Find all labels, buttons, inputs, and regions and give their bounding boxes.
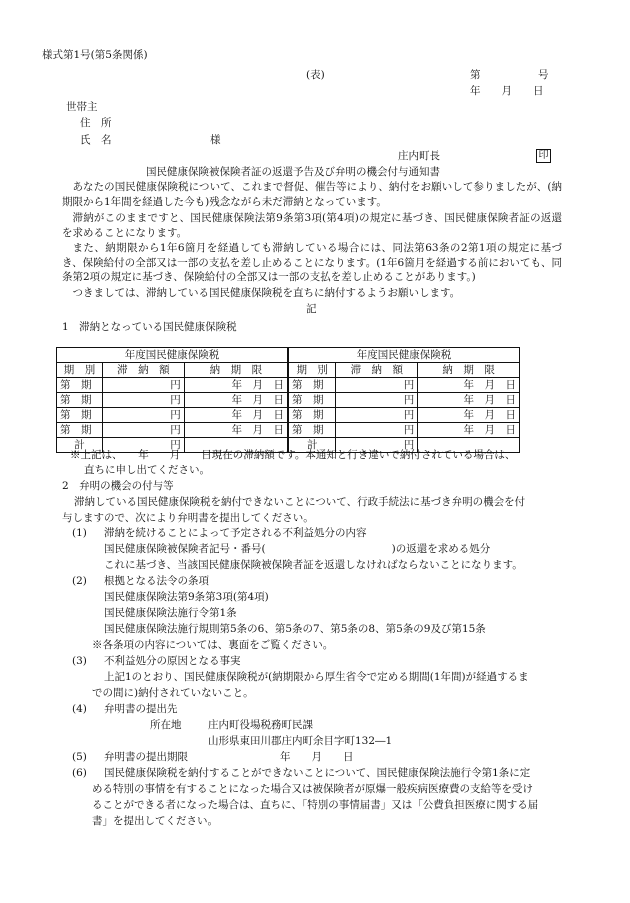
- item-3-line-2: での間に)納付されていないこと。: [92, 687, 254, 699]
- item-4-number: (4): [72, 703, 87, 715]
- total-amount: 円: [102, 438, 184, 453]
- deadline-cell: 年 月 日: [184, 393, 288, 408]
- item-4-location-label: 所在地: [150, 719, 182, 731]
- deadline-cell: 年 月 日: [184, 408, 288, 423]
- item-5-number: (5): [72, 751, 87, 763]
- col-period: 期 別: [57, 363, 103, 378]
- body-paragraph-1: あなたの国民健康保険税について、これまで督促、催告等により、納付をお願いして参りましたが、(納期限から1年間を経過した今も)残念ながら未だ滞納となっています。: [62, 181, 562, 208]
- number-prefix: 第: [470, 69, 481, 81]
- period-cell: 第 期: [57, 423, 103, 438]
- period-cell: 第 期: [288, 393, 336, 408]
- amount-cell: 円: [336, 423, 418, 438]
- body-paragraph-2: 滞納がこのままですと、国民健康保険法第9条第3項(第4項)の規定に基づき、国民健康保険者証の返還を求めることになります。: [62, 212, 562, 239]
- table-row: [57, 378, 520, 393]
- amount-cell: 円: [336, 393, 418, 408]
- col-amount: 滞 納 額: [102, 363, 184, 378]
- total-label: 計: [288, 438, 336, 453]
- amount-cell: 円: [336, 408, 418, 423]
- item-4-title: 弁明書の提出先: [104, 703, 178, 715]
- item-3-number: (3): [72, 655, 87, 667]
- item-1-title: 滞納を続けることによって予定される不利益処分の内容: [104, 527, 367, 539]
- item-6-line-3: ることができる者になった場合は、直ちに、「特別の事情届書」又は「公費負担医療に関する届: [92, 799, 539, 811]
- note-line-1: ※上記は、 年 月 日現在の滞納額です。本通知と行き違いで納付されている場合は、: [70, 449, 516, 461]
- amount-cell: 円: [102, 408, 184, 423]
- item-1-line-1: 国民健康保険被保険者記号・番号( )の返還を求める処分: [104, 543, 491, 555]
- seal-mark: 印: [536, 149, 551, 163]
- item-5-date: 年 月 日: [280, 751, 354, 763]
- period-cell: 第 期: [288, 378, 336, 393]
- document-title: 国民健康保険被保険者証の返還予告及び弁明の機会付与通知書: [146, 166, 440, 178]
- amount-cell: 円: [102, 423, 184, 438]
- item-2-line-3: 国民健康保険法施行規則第5条の6、第5条の7、第5条の8、第5条の9及び第15条: [104, 623, 486, 635]
- deadline-cell: 年 月 日: [418, 393, 520, 408]
- item-3-line-1: 上記1のとおり、国民健康保険税が(納期限から厚生省令で定める期間(1年間)が経過するま: [104, 671, 529, 683]
- group-header-left: 年度国民健康保険税: [57, 348, 288, 363]
- col-deadline: 納 期 限: [184, 363, 288, 378]
- item-2-line-1: 国民健康保険法第9条第3項(第4項): [104, 591, 269, 603]
- item-4-address: 山形県東田川郡庄内町余目字町132―1: [208, 735, 393, 747]
- item-2-title: 根拠となる法令の条項: [104, 575, 209, 587]
- householder-label: 世帯主: [66, 101, 98, 113]
- honorific: 様: [210, 134, 221, 146]
- arrears-table: [56, 347, 520, 453]
- table-group-header-row: [57, 348, 520, 363]
- table-column-header-row: [57, 363, 520, 378]
- period-cell: 第 期: [288, 423, 336, 438]
- total-label: 計: [57, 438, 103, 453]
- group-header-right: 年度国民健康保険税: [288, 348, 520, 363]
- front-mark: (表): [306, 69, 325, 81]
- sender-title: 庄内町長: [398, 150, 440, 162]
- amount-cell: 円: [102, 393, 184, 408]
- ki-mark: 記: [306, 303, 317, 315]
- item-6-number: (6): [72, 767, 87, 779]
- table-row: [57, 423, 520, 438]
- section-2-intro-1: 滞納している国民健康保険税を納付できないことについて、行政手続法に基づき弁明の機会を付: [74, 496, 526, 508]
- table-row: [57, 393, 520, 408]
- deadline-cell: 年 月 日: [184, 378, 288, 393]
- deadline-cell: 年 月 日: [418, 378, 520, 393]
- section-1-heading: 1 滞納となっている国民健康保険税: [62, 321, 237, 333]
- body-paragraph-4: つきましては、滞納している国民健康保険税を直ちに納付するようお願いします。: [72, 287, 461, 299]
- total-amount: 円: [336, 438, 418, 453]
- item-6-line-1: 国民健康保険税を納付することができないことについて、国民健康保険法施行令第1条に定: [104, 767, 531, 779]
- item-2-line-2: 国民健康保険法施行令第1条: [104, 607, 237, 619]
- item-3-title: 不利益処分の原因となる事実: [104, 655, 241, 667]
- deadline-cell: 年 月 日: [418, 408, 520, 423]
- section-2-intro-2: 与しますので、次により弁明書を提出してください。: [62, 512, 314, 524]
- item-2-number: (2): [72, 575, 87, 587]
- body-paragraph-3: また、納期限から1年6箇月を経過しても滞納している場合には、同法第63条の2第1項の規定に基づき、保険給付の全部又は一部の支払を差し止めることになります。(1年6箇月を経過する前においても、同条第2項の規定に基づき、保険給付の全部又は一部の支払を差し止めることがあります。): [62, 242, 562, 283]
- note-line-2: 直ちに申し出てください。: [84, 464, 210, 476]
- issue-date: 年 月 日: [470, 85, 544, 97]
- item-6-line-4: 書」を提出してください。: [92, 815, 218, 827]
- item-1-number: (1): [72, 527, 87, 539]
- table-row: [57, 408, 520, 423]
- period-cell: 第 期: [57, 378, 103, 393]
- period-cell: 第 期: [57, 408, 103, 423]
- item-4-location-value: 庄内町役場税務町民課: [208, 719, 313, 731]
- form-id: 様式第1号(第5条関係): [42, 49, 148, 61]
- item-1-line-2: これに基づき、当該国民健康保険被保険者証を返還しなければならないことになります。: [104, 559, 523, 571]
- item-5-title: 弁明書の提出期限: [104, 751, 188, 763]
- section-2-heading: 2 弁明の機会の付与等: [62, 480, 174, 492]
- deadline-cell: 年 月 日: [418, 423, 520, 438]
- amount-cell: 円: [336, 378, 418, 393]
- item-6-line-2: める特別の事情を有することになった場合又は被保険者が原爆一般疾病医療費の支給等を受け: [92, 783, 533, 795]
- deadline-cell: 年 月 日: [184, 423, 288, 438]
- number-suffix: 号: [538, 69, 549, 81]
- col-deadline: 納 期 限: [418, 363, 520, 378]
- address-label: 住 所: [80, 117, 112, 129]
- amount-cell: 円: [102, 378, 184, 393]
- period-cell: 第 期: [288, 408, 336, 423]
- col-period: 期 別: [288, 363, 336, 378]
- item-2-note: ※各条項の内容については、裏面をご覧ください。: [92, 639, 334, 651]
- col-amount: 滞 納 額: [336, 363, 418, 378]
- period-cell: 第 期: [57, 393, 103, 408]
- name-label: 氏 名: [80, 134, 112, 146]
